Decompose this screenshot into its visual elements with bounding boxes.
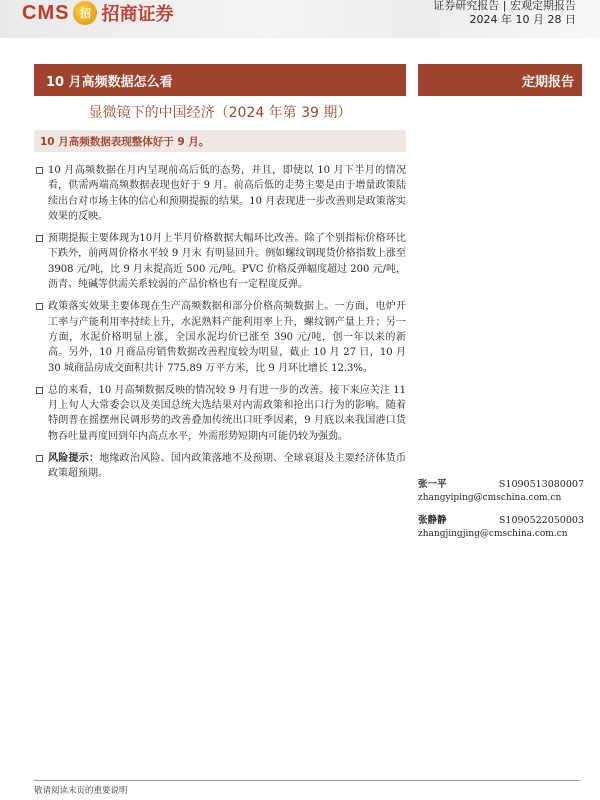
analyst-name: 张静静	[418, 515, 447, 526]
summary-highlight	[34, 130, 406, 152]
square-bullet-icon	[36, 303, 43, 310]
bullet-text: 政策落实效果主要体现在生产高频数据和部分价格高频数据上。一方面，电炉开工率与产能利用率持续上升，水泥熟料产能利用率上升，螺纹钢产量上升；另一方面，水泥价格明显上涨，全国水泥均价已涨至 390 元/吨，创一年以来的新高。另外，10 月商品房销售数据改善程度较为明显，截止 10 月 27 日，10 月 30 城商品房成交面积共计 775.89 万平方米，比 9 月环比增长 12.3%。	[48, 301, 406, 374]
analyst-row	[418, 478, 584, 491]
bullet-item	[34, 163, 406, 224]
logo-chinese-text: 招商证券	[101, 4, 174, 25]
report-subtitle: 显微镜下的中国经济（2024 年第 39 期）	[88, 105, 352, 121]
analyst-row	[418, 514, 584, 527]
bullet-text: 10 月高频数据在月内呈现前高后低的态势，并且，即使以 10 月下半月的情况看，供需两端高频数据表现也好于 9 月。前高后低的走势主要是由于增量政策陆续出台对市场主体的信心和预期提振的结果。10 月表现进一步改善则是政策落实效果的反映。	[48, 165, 406, 222]
analyst-email[interactable]: zhangjingjing@cmschina.com.cn	[418, 529, 568, 539]
logo-seal-icon: 招	[73, 1, 97, 25]
analyst-id: S1090522050003	[498, 515, 584, 526]
risk-text: 地缘政治风险、国内政策落地不及预期、全球衰退及主要经济体货币政策超预期。	[48, 453, 407, 480]
square-bullet-icon	[36, 167, 43, 174]
report-category: 定期报告	[521, 74, 574, 90]
analyst-id: S1090513080007	[498, 479, 584, 490]
bullet-item	[34, 231, 406, 292]
analyst-name: 张一平	[418, 479, 447, 490]
square-bullet-icon	[36, 387, 43, 394]
square-bullet-icon	[36, 235, 43, 242]
report-category-bar	[418, 64, 582, 96]
page-header	[0, 0, 600, 38]
analyst-panel	[418, 478, 584, 550]
risk-warning	[34, 451, 406, 482]
report-title-bar	[34, 64, 406, 96]
logo-cms-text: CMS	[22, 1, 70, 24]
footer-disclaimer: 敬请阅读末页的重要说明	[34, 786, 128, 796]
report-date: 2024 年 10 月 28 日	[469, 13, 576, 26]
body-bullets	[34, 163, 406, 489]
company-logo	[22, 0, 173, 26]
risk-label: 风险提示：	[48, 453, 100, 465]
analyst-email[interactable]: zhangyiping@cmschina.com.cn	[418, 493, 562, 503]
bullet-text: 预期提振主要体现为10月上半月价格数据大幅环比改善。除了个别指标价格环比下跌外，前两周价格水平较 9 月末 有明显回升。例如螺纹钢现货价格指数上涨至 3908 元/吨，比 9 月末提高近 500 元/吨。PVC 价格反弹幅度超过 200 元/吨，沥青、纯碱等供需关系较弱的产品价格也有一定程度反弹。	[48, 233, 406, 291]
report-title: 10 月高频数据怎么看	[46, 74, 173, 90]
report-type: 证券研究报告 | 宏观定期报告	[433, 0, 576, 12]
summary-text: 10 月高频数据表现整体好于 9 月。	[40, 135, 210, 148]
bullet-item	[34, 383, 406, 444]
bullet-text: 总的来看，10 月高频数据反映的情况较 9 月有进一步的改善。接下来应关注 11 月上旬人大常委会以及美国总统大选结果对内需政策和抢出口行为的影响。随着特朗普在摇摆州民调形势的改善叠加传统出口旺季因素，9 月底以来我国港口货物吞吐量再度回到年内高点水平，外需形势短期内可能仍较为强劲。	[48, 384, 406, 442]
footer-divider	[34, 780, 580, 781]
square-bullet-icon	[36, 455, 43, 462]
bullet-item	[34, 299, 406, 375]
